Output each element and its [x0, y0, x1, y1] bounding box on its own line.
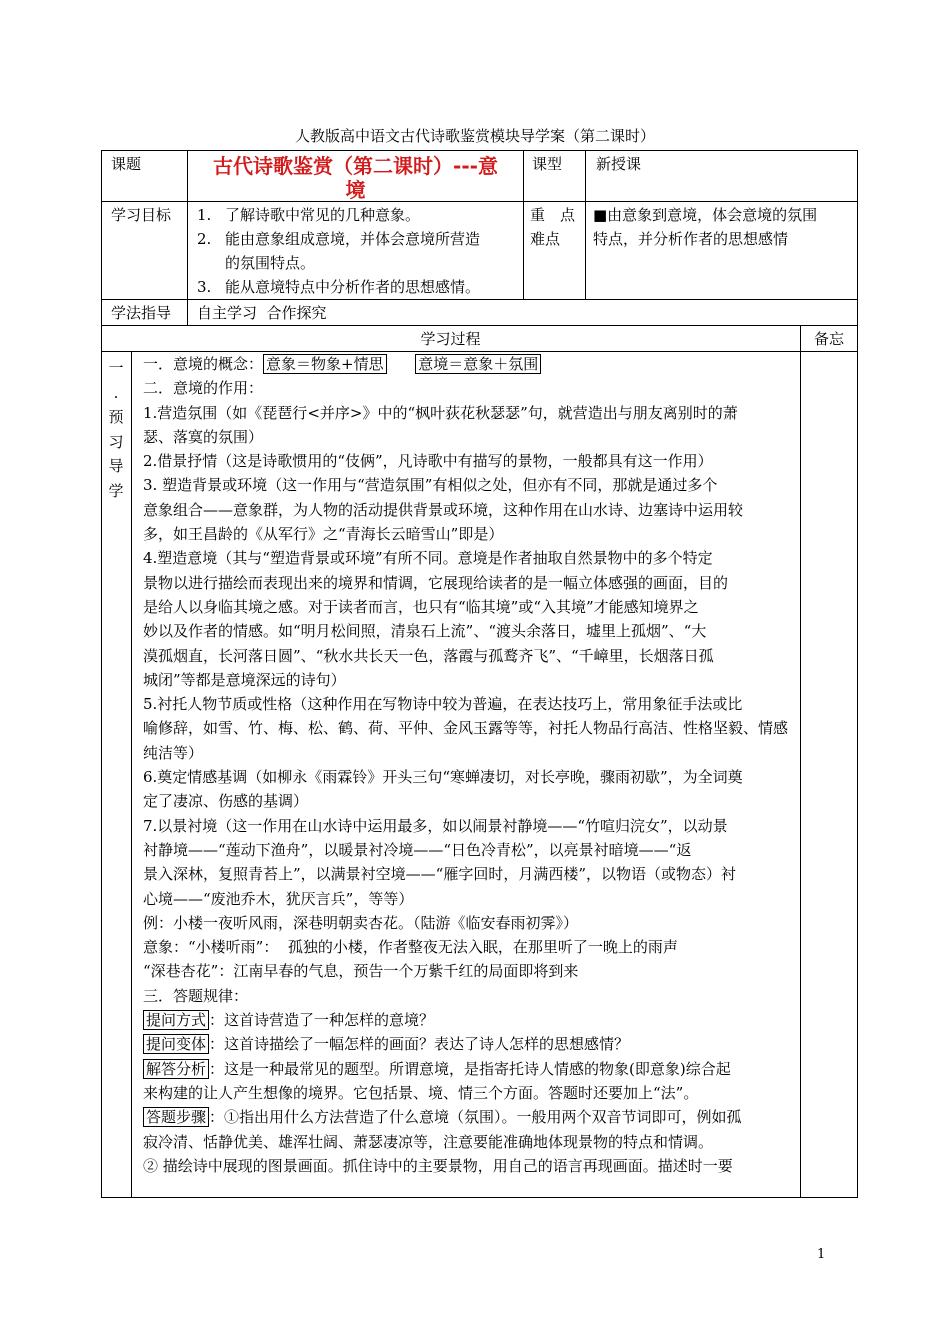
topic-title-line2: 境	[345, 178, 366, 202]
col-divider	[523, 150, 524, 299]
notes-label: 备忘	[813, 330, 844, 348]
col-divider	[585, 150, 586, 299]
content-line: 漠孤烟直，长河落日圆”、“秋水共长天一色，落霞与孤鹜齐飞”、“千嶂里，长烟落日孤	[143, 646, 714, 665]
content-line: 纯洁等）	[143, 743, 204, 762]
side-label: 一 . 预 习 导 学	[108, 359, 124, 500]
content-line: 意象：“小楼听雨”： 孤独的小楼，作者整夜无法入眠，在那里听了一晚上的雨声	[143, 938, 678, 957]
content-line: 景物以进行描绘而表现出来的境界和情调，它展现给读者的是一幅立体感强的画面，目的	[143, 573, 729, 592]
content-line: 城闭”等都是意境深远的诗句）	[143, 670, 346, 689]
content-line: 妙以及作者的情感。如“明月松间照，清泉石上流”、“渡头余落日，墟里上孤烟”、“大	[143, 622, 707, 641]
type-label: 课型	[532, 155, 563, 173]
question-variant-line: 提问变体 ：这首诗描绘了一幅怎样的画面？表达了诗人怎样的思想感情？	[143, 1032, 795, 1056]
content-line: 三．答题规律：	[143, 986, 249, 1005]
col-divider	[800, 325, 801, 1198]
process-label: 学习过程	[420, 330, 481, 348]
method-label: 学法指导	[111, 304, 172, 322]
content-line: 6.奠定情感基调（如柳永《雨霖铃》开头三句“寒蝉凄切，对长亭晚，骤雨初歇”，为全词奠	[143, 768, 743, 787]
goal-item: 2. 能由意象组成意境，并体会意境所营造	[197, 230, 481, 248]
content-line: 喻修辞，如雪、竹、梅、松、鹤、荷、平仲、金风玉露等等，衬托人物品行高洁、性格坚毅、情感	[143, 719, 789, 738]
key-text: ■由意象到意境，体会意境的氛围 特点，并分析作者的思想感情	[593, 206, 818, 248]
content-line: 1.营造氛围（如《琵琶行<并序>》中的“枫叶荻花秋瑟瑟”句，就营造出与朋友离别时的萧	[143, 403, 738, 422]
concept-formula-2: 意境＝意象＋氛围	[415, 354, 541, 374]
answer-steps-line: 答题步骤 ：①指出用什么方法营造了什么意境（氛围）。一般用两个双音节词即可，例如孤	[143, 1105, 795, 1129]
row-divider	[101, 299, 858, 300]
content-line: 寂冷清、恬静优美、雄浑壮阔、萧瑟凄凉等，注意要能准确地体现景物的特点和情调。	[143, 1132, 714, 1151]
content-line: 心境——“废池乔木，犹厌言兵”，等等）	[143, 889, 414, 908]
content-line: 多，如王昌龄的《从军行》之“青海长云暗雪山”即是）	[143, 525, 504, 544]
answer-analysis-line: 解答分析 ：这是一种最常见的题型。所谓意境，是指寄托诗人情感的物象(即意象)综合起	[143, 1057, 795, 1081]
page-number: 1	[817, 1247, 826, 1262]
content-line: 意象组合——意象群，为人物的活动提供背景或环境，这种作用在山水诗、边塞诗中运用较	[143, 500, 744, 519]
content-line: ② 描绘诗中展现的图景画面。抓住诗中的主要景物，用自己的语言再现画面。描述时一要	[143, 1156, 733, 1175]
concept-line: 一．意境的概念： 意象＝物象+情思 意境＝意象＋氛围	[143, 352, 795, 376]
process-content	[143, 352, 795, 1178]
goal-item: 1. 了解诗歌中常见的几种意象。	[197, 206, 421, 224]
content-line: 来构建的让人产生想像的境界。它包括景、境、情三个方面。答题时还要加上“法”。	[143, 1083, 699, 1102]
content-line: 4.塑造意境（其与“塑造背景或环境”有所不同。意境是作者抽取自然景物中的多个特定	[143, 549, 713, 568]
content-line: 2.借景抒情（这是诗歌惯用的“伎俩”，凡诗歌中有描写的景物，一般都具有这一作用）	[143, 452, 713, 471]
topic-label: 课题	[111, 155, 142, 173]
goals-list	[197, 203, 519, 299]
key-label: 重 点 难点	[530, 206, 576, 248]
col-divider	[131, 351, 132, 1198]
content-line: 瑟、落寞的氛围）	[143, 427, 264, 446]
content-line: 例：小楼一夜听风雨，深巷明朝卖杏花。（陆游《临安春雨初霁》）	[143, 913, 579, 932]
content-line: 5.衬托人物节质或性格（这种作用在写物诗中较为普遍，在表达技巧上，常用象征手法或比	[143, 695, 743, 714]
method-value: 自主学习 合作探究	[197, 304, 327, 322]
concept-formula-1: 意象＝物象+情思	[263, 354, 387, 374]
type-value: 新授课	[596, 155, 642, 173]
topic-title	[188, 154, 523, 202]
topic-title-line1: 古代诗歌鉴赏（第二课时）---意	[213, 154, 498, 178]
document-title: 人教版高中语文古代诗歌鉴赏模块导学案（第二课时）	[294, 127, 655, 145]
content-line: 二．意境的作用：	[143, 379, 264, 398]
content-line: 3. 塑造背景或环境（这一作用与“营造氛围”有相似之处，但亦有不同，那就是通过多个	[143, 476, 718, 495]
goal-item: 的氛围特点。	[225, 254, 316, 272]
content-line: 衬静境——“莲动下渔舟”，以暖景衬冷境——“日色冷青松”，以亮景衬暗境——“返	[143, 840, 692, 859]
content-line: “深巷杏花”：江南早春的气息，预告一个万紫千红的局面即将到来	[143, 962, 579, 981]
goals-label: 学习目标	[111, 206, 172, 224]
row-divider	[101, 325, 858, 326]
content-line: 定了凄凉、伤感的基调）	[143, 792, 309, 811]
content-line: 是给人以身临其境之感。对于读者而言，也只有“临其境”或“入其境”才能感知境界之	[143, 597, 699, 616]
content-line: 7.以景衬境（这一作用在山水诗中运用最多，如以闹景衬静境——“竹喧归浣女”，以动景	[143, 816, 728, 835]
question-format-line: 提问方式 ：这首诗营造了一种怎样的意境？	[143, 1008, 795, 1032]
goal-item: 3. 能从意境特点中分析作者的思想感情。	[197, 278, 481, 296]
content-line: 景入深林，复照青苔上”，以满景衬空境——“雁字回时，月满西楼”，以物语（或物态）衬	[143, 865, 737, 884]
